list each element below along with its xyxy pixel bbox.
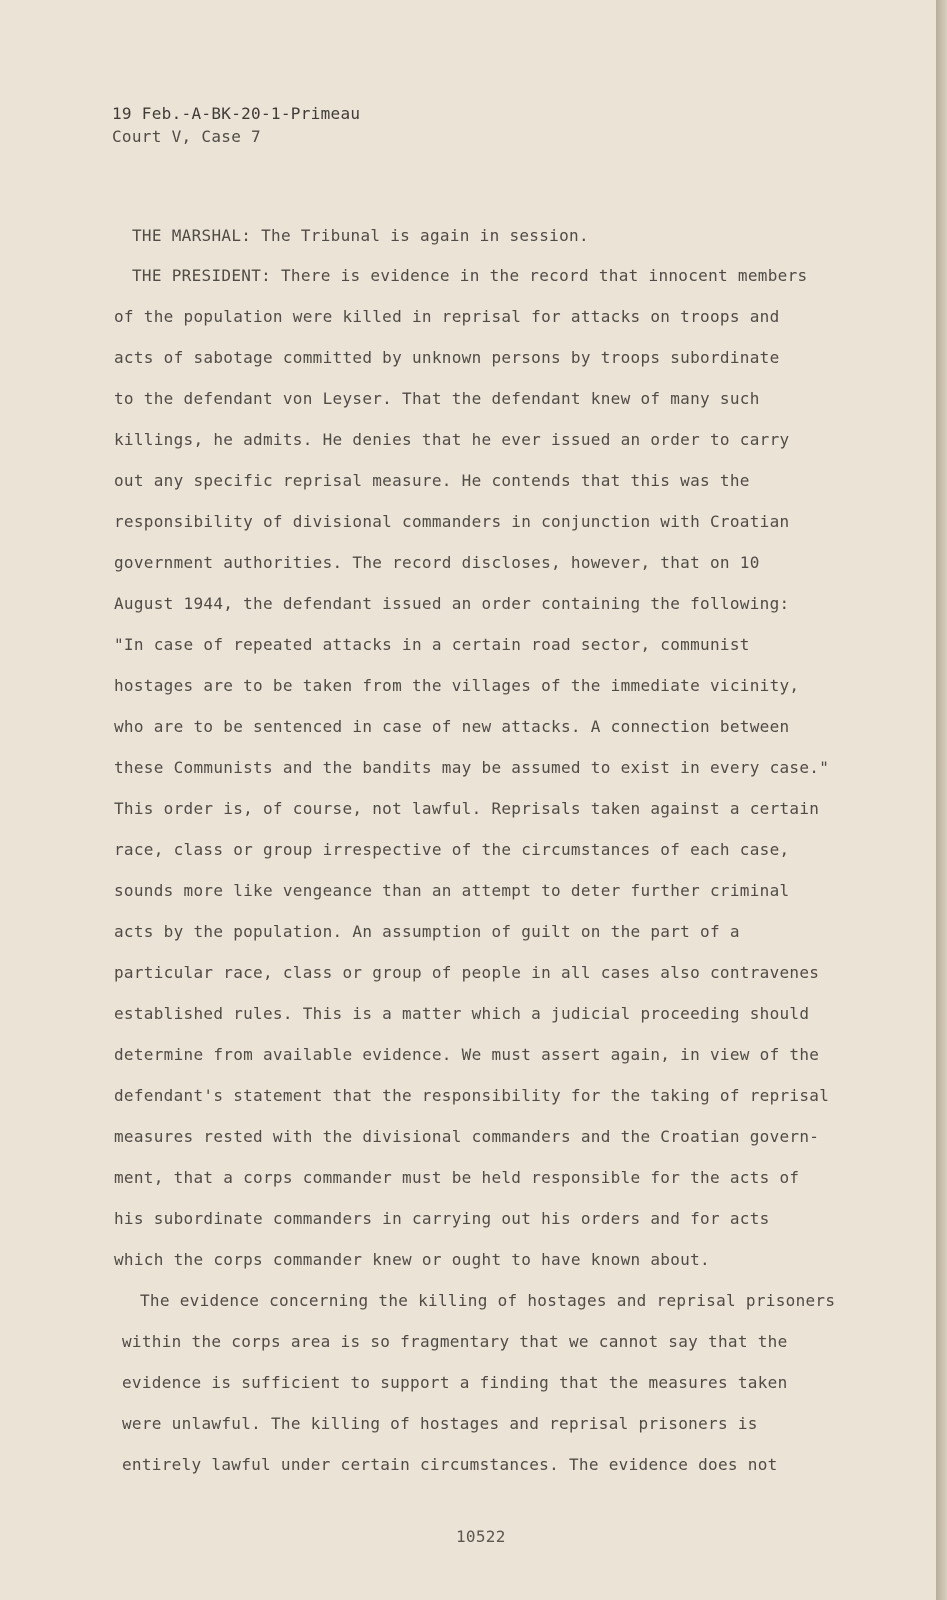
- text-line: entirely lawful under certain circumstances. The evidence does not: [122, 1455, 778, 1474]
- text-line: out any specific reprisal measure. He contends that this was the: [114, 471, 750, 490]
- text-line: THE PRESIDENT: There is evidence in the record that innocent members: [132, 266, 808, 285]
- paper-edge: [936, 0, 947, 1600]
- text-line: evidence is sufficient to support a finding that the measures taken: [122, 1373, 788, 1392]
- text-line: his subordinate commanders in carrying out his orders and for acts: [114, 1209, 770, 1228]
- text-line: which the corps commander knew or ought to have known about.: [114, 1250, 710, 1269]
- text-line: ment, that a corps commander must be held responsible for the acts of: [114, 1168, 800, 1187]
- page-number: 10522: [456, 1527, 506, 1546]
- text-line: measures rested with the divisional commanders and the Croatian govern-: [114, 1127, 820, 1146]
- text-line: The evidence concerning the killing of hostages and reprisal prisoners: [140, 1291, 836, 1310]
- text-line: killings, he admits. He denies that he ever issued an order to carry: [114, 430, 790, 449]
- text-line: established rules. This is a matter which a judicial proceeding should: [114, 1004, 810, 1023]
- text-line: to the defendant von Leyser. That the defendant knew of many such: [114, 389, 760, 408]
- text-line: defendant's statement that the responsibility for the taking of reprisal: [114, 1086, 830, 1105]
- text-line: acts of sabotage committed by unknown persons by troops subordinate: [114, 348, 780, 367]
- text-line: August 1944, the defendant issued an order containing the following:: [114, 594, 790, 613]
- text-line: sounds more like vengeance than an attempt to deter further criminal: [114, 881, 790, 900]
- text-line: within the corps area is so fragmentary that we cannot say that the: [122, 1332, 788, 1351]
- text-line: who are to be sentenced in case of new attacks. A connection between: [114, 717, 790, 736]
- header-case-id: 19 Feb.-A-BK-20-1-Primeau: [112, 104, 361, 123]
- text-line: government authorities. The record discloses, however, that on 10: [114, 553, 760, 572]
- text-line: This order is, of course, not lawful. Reprisals taken against a certain: [114, 799, 820, 818]
- text-line: these Communists and the bandits may be assumed to exist in every case.": [114, 758, 830, 777]
- text-line: particular race, class or group of people in all cases also contravenes: [114, 963, 820, 982]
- text-line: responsibility of divisional commanders in conjunction with Croatian: [114, 512, 790, 531]
- header-court-case: Court V, Case 7: [112, 127, 261, 146]
- text-line: acts by the population. An assumption of guilt on the part of a: [114, 922, 740, 941]
- text-line: hostages are to be taken from the villages of the immediate vicinity,: [114, 676, 800, 695]
- text-line: THE MARSHAL: The Tribunal is again in session.: [132, 226, 589, 245]
- text-line: race, class or group irrespective of the circumstances of each case,: [114, 840, 790, 859]
- text-line: "In case of repeated attacks in a certain road sector, communist: [114, 635, 750, 654]
- text-line: of the population were killed in reprisal for attacks on troops and: [114, 307, 780, 326]
- text-line: were unlawful. The killing of hostages and reprisal prisoners is: [122, 1414, 758, 1433]
- text-line: determine from available evidence. We must assert again, in view of the: [114, 1045, 820, 1064]
